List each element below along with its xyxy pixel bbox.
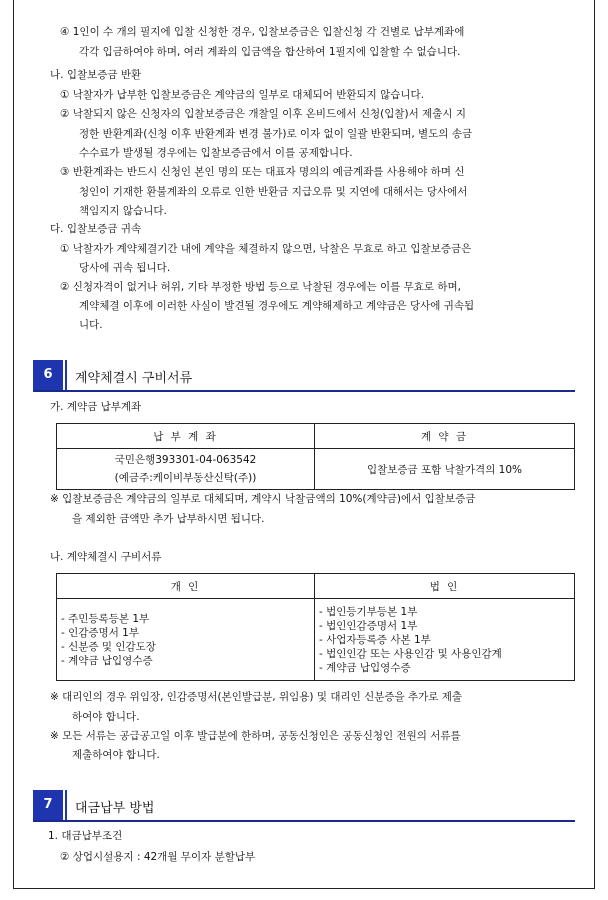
section-7-number: 7 bbox=[33, 790, 63, 820]
bank-account-number: 국민은행393301-04-063542 bbox=[114, 454, 257, 466]
note-documents-line1: ※ 모든 서류는 공급공고일 이후 발급분에 한하며, 공동신청인은 공동신청인 전원의 서류를 bbox=[50, 730, 461, 742]
payment-account-table bbox=[56, 423, 575, 490]
list-item: - 인감증명서 1부 bbox=[61, 626, 140, 639]
note-deposit-line1: ※ 입찰보증금은 계약금의 일부로 대체되며, 계약시 낙찰금액의 10%(계약금)에서 입찰보증금 bbox=[50, 493, 476, 505]
subheading-deposit-forfeit: 다. 입찰보증금 귀속 bbox=[50, 223, 142, 235]
subheading-deposit-refund: 나. 입찰보증금 반환 bbox=[50, 69, 142, 81]
para-refund-3-line1: ③ 반환계좌는 반드시 신청인 본인 명의 또는 대표자 명의의 예금계좌를 사용해야 하며 신 bbox=[60, 166, 465, 178]
note-documents-line2: 제출하여야 합니다. bbox=[72, 749, 160, 761]
para-item4-line2: 각각 입금하여야 하며, 여러 계좌의 입금액을 합산하여 1필지에 입찰할 수 없습니다. bbox=[79, 46, 461, 58]
account-holder: (예금주:케이비부동산신탁(주)) bbox=[114, 472, 257, 484]
table-header-corporation: 법 인 bbox=[315, 574, 575, 599]
list-item: - 주민등록등본 1부 bbox=[61, 612, 150, 625]
list-item: - 계약금 납입영수증 bbox=[319, 661, 411, 674]
note-agent-line1: ※ 대리인의 경우 위임장, 인감증명서(본인발급분, 위임용) 및 대리인 신분증을 추가로 제출 bbox=[50, 691, 463, 703]
list-item: - 계약금 납입영수증 bbox=[61, 654, 153, 667]
para-refund-2-line2: 정한 반환계좌(신청 이후 반환계좌 변경 불가)로 이자 없이 일괄 반환되며, 별도의 송금 bbox=[79, 128, 473, 140]
para-refund-2-line1: ② 낙찰되지 않은 신청자의 입찰보증금은 개찰일 이후 온비드에서 신청(입찰)서 제출시 지 bbox=[60, 108, 466, 120]
section-divider bbox=[65, 790, 67, 820]
list-item: - 법인인감증명서 1부 bbox=[319, 619, 418, 632]
table-header-deposit: 계 약 금 bbox=[315, 424, 575, 449]
para-forfeit-2-line3: 니다. bbox=[79, 319, 103, 331]
note-agent-line2: 하여야 합니다. bbox=[72, 711, 140, 723]
table-header-individual: 개 인 bbox=[57, 574, 315, 599]
para-refund-2-line3: 수수료가 발생될 경우에는 입찰보증금에서 이를 공제합니다. bbox=[79, 147, 353, 159]
list-item: - 사업자등록증 사본 1부 bbox=[319, 633, 431, 646]
corporate-doc-list bbox=[315, 599, 575, 681]
individual-doc-list bbox=[57, 599, 315, 681]
para-forfeit-1-line1: ① 낙찰자가 계약체결기간 내에 계약을 체결하지 않으면, 낙찰은 무효로 하고 입찰보증금은 bbox=[60, 243, 472, 255]
required-documents-table bbox=[56, 573, 575, 681]
para-item4-line1: ④ 1인이 수 개의 필지에 입찰 신청한 경우, 입찰보증금은 입찰신청 각 건별로 납부계좌에 bbox=[60, 26, 465, 38]
item-commercial-land-installment: ② 상업시설용지 : 42개월 무이자 분할납부 bbox=[60, 851, 256, 863]
section-6-number: 6 bbox=[33, 360, 63, 390]
list-item: - 법인등기부등본 1부 bbox=[319, 605, 418, 618]
section-6-header bbox=[33, 360, 575, 392]
list-item: - 법인인감 또는 사용인감 및 사용인감계 bbox=[319, 647, 502, 660]
list-item: - 신분증 및 인감도장 bbox=[61, 640, 156, 653]
para-refund-3-line3: 책임지지 않습니다. bbox=[79, 205, 167, 217]
section-7-title: 대금납부 방법 bbox=[75, 801, 155, 816]
para-forfeit-2-line1: ② 신청자격이 없거나 허위, 기타 부정한 방법 등으로 낙찰된 경우에는 이를 무효로 하며, bbox=[60, 281, 462, 293]
para-forfeit-2-line2: 계약체결 이후에 이러한 사실이 발견될 경우에도 계약해제하고 계약금은 당사에 귀속됩 bbox=[79, 300, 475, 312]
subheading-payment-account: 가. 계약금 납부계좌 bbox=[50, 401, 142, 413]
para-refund-1: ① 낙찰자가 납부한 입찰보증금은 계약금의 일부로 대체되어 반환되지 않습니다. bbox=[60, 89, 425, 101]
table-header-account: 납 부 계 좌 bbox=[57, 424, 315, 449]
table-cell-account bbox=[57, 449, 315, 490]
note-deposit-line2: 을 제외한 금액만 추가 납부하시면 됩니다. bbox=[72, 513, 265, 525]
table-cell-amount: 입찰보증금 포함 낙찰가격의 10% bbox=[315, 449, 575, 490]
para-forfeit-1-line2: 당사에 귀속 됩니다. bbox=[79, 262, 171, 274]
subheading-required-documents: 나. 계약체결시 구비서류 bbox=[50, 551, 162, 563]
para-refund-3-line2: 청인이 기재한 환불계좌의 오류로 인한 반환금 지급오류 및 지연에 대해서는 당사에서 bbox=[79, 186, 468, 198]
item-payment-terms: 1. 대금납부조건 bbox=[48, 830, 123, 842]
section-7-header bbox=[33, 790, 575, 822]
section-6-title: 계약체결시 구비서류 bbox=[75, 371, 193, 386]
section-divider bbox=[65, 360, 67, 390]
